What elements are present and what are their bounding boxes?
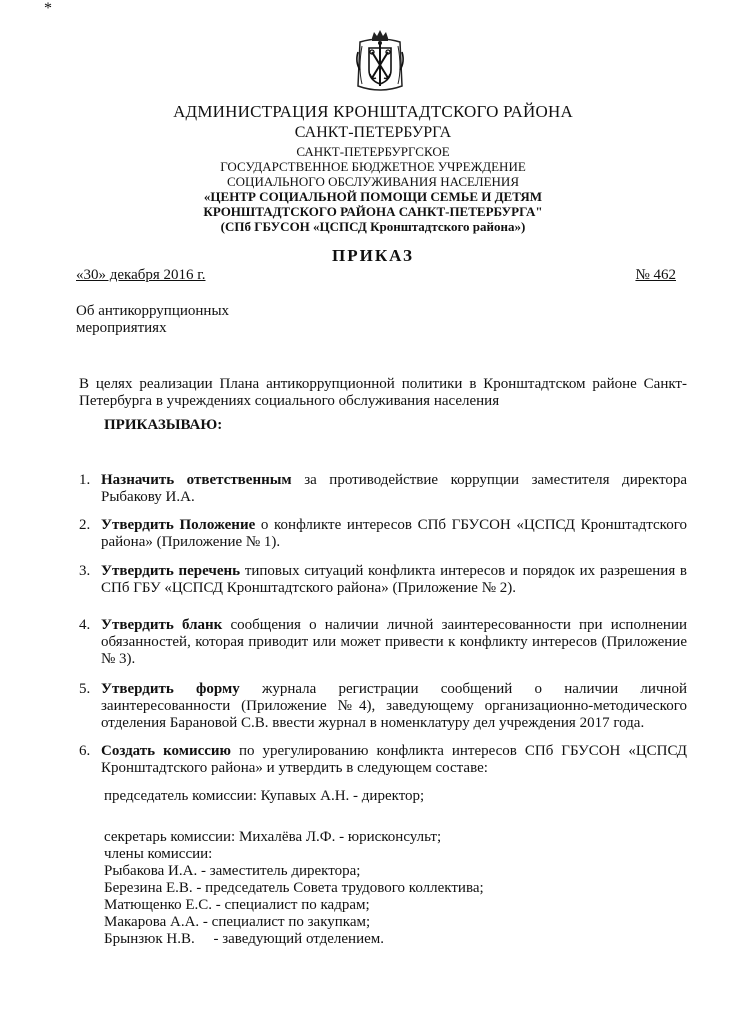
document-date: «30» декабря 2016 г. [76, 267, 206, 283]
item-number: 1. [79, 472, 91, 488]
commission-chair: председатель комиссии: Купавых А.Н. - директор; [104, 788, 425, 804]
item-action: Утвердить Положение [101, 517, 256, 533]
corner-mark: * [44, 0, 52, 17]
item-action: Создать комиссию [101, 743, 232, 759]
admin-heading: АДМИНИСТРАЦИЯ КРОНШТАДТСКОГО РАЙОНА [173, 102, 573, 121]
subject-line: Об антикоррупционных [76, 303, 230, 319]
order-item-6 [79, 743, 687, 777]
subject-line: мероприятиях [76, 320, 167, 336]
commission-member: Березина Е.В. - председатель Совета трудового коллектива; [104, 880, 484, 896]
document-title: ПРИКАЗ [332, 246, 414, 265]
item-text: сообщения о наличии личной заинтересованности при исполнении обязанностей, которая приводит или может привести к конфликту интересов (Приложение № 3). [101, 617, 687, 667]
order-item-1 [79, 472, 687, 506]
document-number: № 462 [635, 267, 676, 283]
city-heading: САНКТ-ПЕТЕРБУРГА [294, 124, 452, 141]
item-number: 6. [79, 743, 91, 759]
order-item-4 [79, 617, 687, 668]
order-item-5 [79, 681, 687, 732]
org-line: САНКТ-ПЕТЕРБУРГСКОЕ [296, 144, 450, 159]
commission-members-label: члены комиссии: [104, 846, 213, 862]
org-name-line: «ЦЕНТР СОЦИАЛЬНОЙ ПОМОЩИ СЕМЬЕ И ДЕТЯМ [203, 189, 543, 204]
item-text: о конфликте интересов СПб ГБУСОН «ЦСПСД Кронштадтского района» (Приложение № 1). [101, 517, 687, 550]
document-subject [76, 303, 266, 337]
intro-paragraph: В целях реализации Плана антикоррупционной политики в Кронштадтском районе Санкт-Петербурга в учреждениях социального обслуживания населения [79, 376, 687, 409]
commission-member: Матющенко Е.С. - специалист по кадрам; [104, 897, 370, 913]
item-number: 3. [79, 563, 91, 579]
commission-member: Рыбакова И.А. - заместитель директора; [104, 863, 361, 879]
commission-secretary: секретарь комиссии: Михалёва Л.Ф. - юрисконсульт; [104, 829, 442, 845]
org-line: СОЦИАЛЬНОГО ОБСЛУЖИВАНИЯ НАСЕЛЕНИЯ [227, 174, 519, 189]
item-number: 4. [79, 617, 91, 633]
coat-of-arms-emblem [354, 28, 406, 94]
organization-block [0, 144, 746, 234]
org-line: ГОСУДАРСТВЕННОЕ БЮДЖЕТНОЕ УЧРЕЖДЕНИЕ [220, 159, 526, 174]
item-action: Утвердить перечень [101, 563, 241, 579]
item-action: Утвердить форму [101, 681, 240, 697]
commission-member: Макарова А.А. - специалист по закупкам; [104, 914, 371, 930]
item-action: Назначить ответственным [101, 472, 292, 488]
order-item-2 [79, 517, 687, 551]
item-number: 2. [79, 517, 91, 533]
item-action: Утвердить бланк [101, 617, 223, 633]
org-short-name: (СПб ГБУСОН «ЦСПСД Кронштадтского района») [220, 219, 526, 234]
item-text: журнала регистрации сообщений о наличии личной заинтересованности (Приложение №4), заведующему организационно-методического отделения Барановой С.В. ввести журнал в номенклатуру дел учреждения 2017 года. [101, 681, 687, 731]
item-text: типовых ситуаций конфликта интересов и порядок их разрешения в СПб ГБУ «ЦСПСД Кронштадтского района» (Приложение № 2). [101, 563, 687, 596]
item-text: за противодействие коррупции заместителя директора Рыбакову И.А. [101, 472, 687, 505]
item-number: 5. [79, 681, 91, 697]
org-name-line: КРОНШТАДТСКОГО РАЙОНА САНКТ-ПЕТЕРБУРГА" [203, 204, 543, 219]
order-word: ПРИКАЗЫВАЮ: [104, 417, 223, 433]
commission-member: Брынзюк Н.В. - заведующий отделением. [104, 931, 384, 947]
order-item-3 [79, 563, 687, 597]
item-text: по урегулированию конфликта интересов СПб ГБУСОН «ЦСПСД Кронштадтского района» и утвердить в следующем составе: [101, 743, 687, 776]
